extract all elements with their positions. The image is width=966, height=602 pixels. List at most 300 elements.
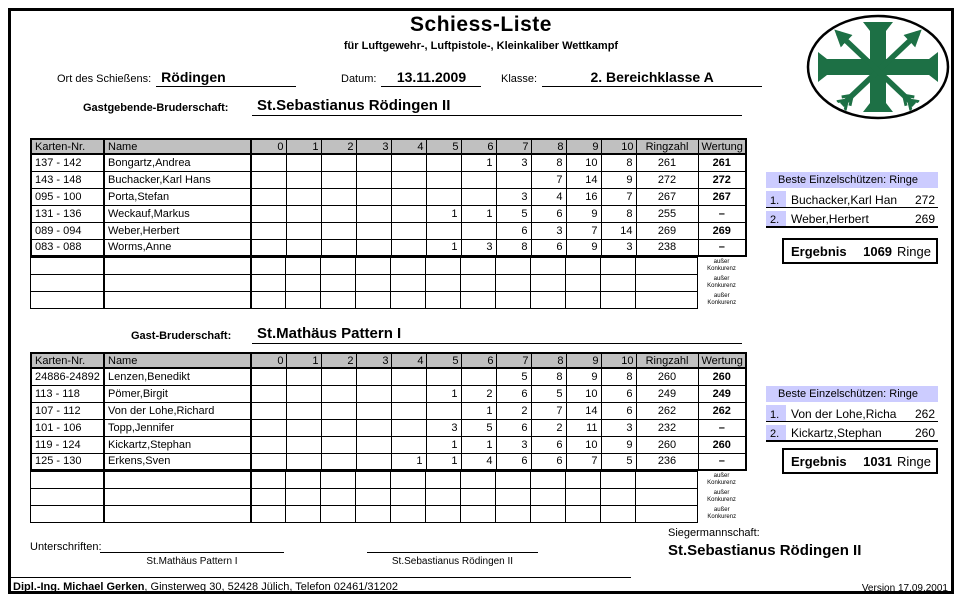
hit-cell	[356, 419, 391, 436]
hit-cell	[356, 368, 391, 385]
wertung-cell: 272	[698, 171, 746, 188]
hit-cell	[426, 222, 461, 239]
best-name: Kickartz,Stephan	[791, 426, 882, 440]
table-row	[31, 239, 746, 256]
host-score-table	[30, 138, 747, 309]
hit-cell	[251, 385, 286, 402]
wertung-cell: 249	[698, 385, 746, 402]
table-row	[31, 205, 746, 222]
hit-cell	[426, 171, 461, 188]
guest-table-header-row	[31, 353, 746, 368]
name-cell: Topp,Jennifer	[104, 419, 251, 436]
table-row	[31, 419, 746, 436]
hit-cell	[461, 188, 496, 205]
field-ort	[57, 69, 296, 87]
empty-row	[31, 506, 746, 523]
name-cell: Porta,Stefan	[104, 188, 251, 205]
host-ergebnis-box	[782, 238, 938, 264]
hit-cell	[251, 402, 286, 419]
field-datum	[341, 69, 481, 87]
ringzahl-cell: 262	[636, 402, 698, 419]
hit-cell	[356, 385, 391, 402]
hit-cell	[356, 154, 391, 171]
hit-cell	[356, 222, 391, 239]
hit-cell: 7	[531, 171, 566, 188]
hit-cell: 1	[426, 436, 461, 453]
hit-cell	[251, 171, 286, 188]
hit-cell: 5	[601, 453, 636, 470]
table-row	[31, 154, 746, 171]
ausser-konkurenz-note: außer Konkurenz	[707, 507, 737, 520]
page-title: Schiess-Liste	[410, 13, 552, 36]
empty-row	[31, 292, 746, 309]
ringzahl-cell: 272	[636, 171, 698, 188]
schiess-liste-sheet	[8, 8, 954, 594]
wertung-cell: –	[698, 205, 746, 222]
page-subtitle: für Luftgewehr-, Luftpistole-, Kleinkaliber Wettkampf	[343, 40, 619, 52]
hit-cell	[391, 188, 426, 205]
karten-cell: 143 - 148	[31, 171, 104, 188]
hit-cell: 5	[496, 368, 531, 385]
best-name: Weber,Herbert	[791, 212, 869, 226]
karten-cell: 089 - 094	[31, 222, 104, 239]
col-2: 2	[321, 139, 356, 154]
ringzahl-cell: 249	[636, 385, 698, 402]
name-cell: Worms,Anne	[104, 239, 251, 256]
footer-author-name: Dipl.-Ing. Michael Gerken	[13, 581, 145, 593]
host-value: St.Sebastianus Rödingen II	[252, 97, 742, 116]
best-header-ringe: Ringe	[889, 388, 918, 400]
wertung-cell: –	[698, 453, 746, 470]
hit-cell: 11	[566, 419, 601, 436]
hit-cell	[286, 436, 321, 453]
hit-cell	[286, 222, 321, 239]
empty-row	[31, 489, 746, 506]
best-rank: 2.	[766, 425, 786, 440]
hit-cell	[461, 368, 496, 385]
hit-cell	[391, 368, 426, 385]
hit-cell	[251, 453, 286, 470]
table-row	[31, 402, 746, 419]
host-bruderschaft-line	[11, 93, 746, 116]
empty-row	[31, 258, 746, 275]
hit-cell: 1	[461, 205, 496, 222]
hit-cell	[321, 188, 356, 205]
hit-cell	[286, 154, 321, 171]
best-ringe: 260	[914, 426, 935, 440]
hit-cell: 1	[426, 239, 461, 256]
hit-cell: 2	[461, 385, 496, 402]
col-4: 4	[391, 139, 426, 154]
hit-cell: 8	[601, 368, 636, 385]
col-10: 10	[601, 353, 636, 368]
guest-bruderschaft-line	[11, 321, 746, 344]
hit-cell: 9	[601, 171, 636, 188]
best-entry	[766, 191, 938, 208]
ergebnis-value: 1069	[863, 243, 893, 259]
hit-cell	[391, 436, 426, 453]
hit-cell: 9	[566, 205, 601, 222]
col-6: 6	[461, 353, 496, 368]
karten-cell: 131 - 136	[31, 205, 104, 222]
hit-cell: 6	[496, 222, 531, 239]
hit-cell: 6	[531, 239, 566, 256]
ort-value: Rödingen	[156, 69, 296, 87]
hit-cell: 7	[601, 188, 636, 205]
hit-cell	[251, 368, 286, 385]
hit-cell	[426, 402, 461, 419]
host-best-panel	[766, 172, 938, 228]
hit-cell: 1	[426, 205, 461, 222]
footer-divider	[11, 577, 631, 578]
hit-cell: 4	[461, 453, 496, 470]
hit-cell: 3	[496, 154, 531, 171]
name-cell: Pömer,Birgit	[104, 385, 251, 402]
karten-cell: 125 - 130	[31, 453, 104, 470]
klasse-value: 2. Bereichklasse A	[542, 69, 762, 87]
hit-cell: 9	[566, 368, 601, 385]
hit-cell	[356, 436, 391, 453]
best-header-label: Beste Einzelschützen:	[778, 388, 887, 400]
best-ringe: 272	[914, 193, 935, 207]
ringzahl-cell: 260	[636, 368, 698, 385]
col-0: 0	[251, 139, 286, 154]
siegermannschaft	[668, 527, 861, 559]
hit-cell: 1	[461, 154, 496, 171]
hit-cell	[286, 402, 321, 419]
hit-cell: 8	[531, 368, 566, 385]
ausser-konkurenz-note: außer Konkurenz	[707, 293, 737, 306]
hit-cell	[391, 419, 426, 436]
hit-cell: 16	[566, 188, 601, 205]
best-entry	[766, 425, 938, 442]
wertung-cell: 262	[698, 402, 746, 419]
col-8: 8	[531, 353, 566, 368]
hit-cell	[496, 171, 531, 188]
hit-cell	[251, 188, 286, 205]
ausser-konkurenz-note: außer Konkurenz	[707, 473, 736, 486]
hit-cell	[321, 385, 356, 402]
best-header-ringe: Ringe	[889, 174, 918, 186]
col-4: 4	[391, 353, 426, 368]
guest-score-table	[30, 352, 747, 523]
hit-cell	[356, 205, 391, 222]
hit-cell	[321, 368, 356, 385]
guest-value: St.Mathäus Pattern I	[252, 325, 742, 344]
hit-cell	[286, 453, 321, 470]
hit-cell: 6	[531, 205, 566, 222]
karten-cell: 119 - 124	[31, 436, 104, 453]
table-row	[31, 171, 746, 188]
hit-cell: 10	[566, 385, 601, 402]
col-6: 6	[461, 139, 496, 154]
hit-cell	[321, 222, 356, 239]
signature-line-guest: St.Mathäus Pattern I	[100, 552, 284, 567]
ringzahl-cell: 236	[636, 453, 698, 470]
footer-author	[13, 581, 398, 593]
name-cell: Erkens,Sven	[104, 453, 251, 470]
hit-cell	[286, 419, 321, 436]
col-2: 2	[321, 353, 356, 368]
ausser-konkurenz-note: außer Konkurenz	[707, 259, 736, 272]
hit-cell	[461, 222, 496, 239]
hit-cell	[391, 154, 426, 171]
name-cell: Bongartz,Andrea	[104, 154, 251, 171]
klasse-label: Klasse:	[501, 73, 538, 85]
name-cell: Buchacker,Karl Hans	[104, 171, 251, 188]
karten-cell: 095 - 100	[31, 188, 104, 205]
hit-cell: 8	[496, 239, 531, 256]
hit-cell: 6	[531, 436, 566, 453]
wertung-cell: 260	[698, 436, 746, 453]
hit-cell: 2	[496, 402, 531, 419]
hit-cell	[391, 239, 426, 256]
hit-cell: 14	[566, 171, 601, 188]
wertung-cell: 267	[698, 188, 746, 205]
hit-cell	[391, 205, 426, 222]
best-name: Buchacker,Karl Han	[791, 193, 898, 207]
col-wertung: Wertung	[698, 353, 746, 368]
col-karten: Karten-Nr.	[31, 139, 104, 154]
table-row	[31, 436, 746, 453]
best-header-label: Beste Einzelschützen:	[778, 174, 887, 186]
hit-cell	[426, 368, 461, 385]
hit-cell	[391, 222, 426, 239]
hit-cell: 6	[496, 385, 531, 402]
hit-cell	[251, 419, 286, 436]
hit-cell: 6	[601, 402, 636, 419]
wertung-cell: 269	[698, 222, 746, 239]
wertung-cell: –	[698, 419, 746, 436]
hit-cell	[286, 171, 321, 188]
hit-cell	[321, 154, 356, 171]
best-panel-header	[766, 386, 938, 402]
col-7: 7	[496, 139, 531, 154]
hit-cell: 3	[461, 239, 496, 256]
name-cell: Von der Lohe,Richard	[104, 402, 251, 419]
hit-cell: 1	[461, 402, 496, 419]
datum-label: Datum:	[341, 73, 377, 85]
ringzahl-cell: 238	[636, 239, 698, 256]
meta-field-row	[11, 65, 791, 87]
col-name: Name	[104, 139, 251, 154]
hit-cell: 3	[426, 419, 461, 436]
table-row	[31, 453, 746, 470]
hit-cell: 6	[496, 419, 531, 436]
col-9: 9	[566, 353, 601, 368]
hit-cell	[321, 239, 356, 256]
hit-cell	[321, 402, 356, 419]
ort-label: Ort des Schießens:	[57, 73, 152, 85]
col-0: 0	[251, 353, 286, 368]
best-name: Von der Lohe,Richa	[791, 407, 897, 421]
hit-cell	[286, 385, 321, 402]
datum-value: 13.11.2009	[381, 69, 481, 87]
ergebnis-value: 1031	[863, 453, 893, 469]
best-entry	[766, 405, 938, 422]
hit-cell	[251, 222, 286, 239]
hit-cell	[391, 385, 426, 402]
hit-cell: 9	[566, 239, 601, 256]
ausser-konkurenz-note: außer Konkurenz	[707, 276, 736, 289]
karten-cell: 107 - 112	[31, 402, 104, 419]
hit-cell	[286, 239, 321, 256]
ergebnis-unit: Ringe	[897, 453, 931, 469]
hit-cell	[321, 419, 356, 436]
hit-cell: 8	[601, 154, 636, 171]
hit-cell: 3	[496, 436, 531, 453]
name-cell: Kickartz,Stephan	[104, 436, 251, 453]
best-rank: 1.	[766, 191, 786, 207]
wertung-cell: 261	[698, 154, 746, 171]
table-row	[31, 222, 746, 239]
hit-cell: 6	[531, 453, 566, 470]
hit-cell: 5	[496, 205, 531, 222]
hit-cell	[356, 453, 391, 470]
wertung-cell: –	[698, 239, 746, 256]
col-1: 1	[286, 139, 321, 154]
hit-cell	[286, 368, 321, 385]
col-1: 1	[286, 353, 321, 368]
hit-cell: 7	[566, 222, 601, 239]
table-row	[31, 368, 746, 385]
host-table-header-row	[31, 139, 746, 154]
col-5: 5	[426, 353, 461, 368]
col-10: 10	[601, 139, 636, 154]
col-wertung: Wertung	[698, 139, 746, 154]
col-7: 7	[496, 353, 531, 368]
hit-cell	[321, 453, 356, 470]
hit-cell	[251, 205, 286, 222]
hit-cell: 10	[566, 436, 601, 453]
hit-cell: 3	[601, 239, 636, 256]
hit-cell	[356, 239, 391, 256]
col-karten: Karten-Nr.	[31, 353, 104, 368]
hit-cell: 3	[531, 222, 566, 239]
col-3: 3	[356, 139, 391, 154]
karten-cell: 113 - 118	[31, 385, 104, 402]
best-entry	[766, 211, 938, 228]
hit-cell: 3	[496, 188, 531, 205]
hit-cell: 6	[601, 385, 636, 402]
karten-cell: 137 - 142	[31, 154, 104, 171]
hit-cell: 14	[601, 222, 636, 239]
cross-and-arrows-icon	[804, 14, 952, 120]
hit-cell: 7	[531, 402, 566, 419]
hit-cell: 4	[531, 188, 566, 205]
hit-cell: 2	[531, 419, 566, 436]
best-panel-header	[766, 172, 938, 188]
empty-row	[31, 275, 746, 292]
host-label: Gastgebende-Bruderschaft:	[83, 102, 229, 114]
guest-best-panel	[766, 386, 938, 442]
ergebnis-unit: Ringe	[897, 243, 931, 259]
version-label: Version 17.09.2001	[861, 583, 948, 594]
hit-cell: 6	[496, 453, 531, 470]
ergebnis-label: Ergebnis	[791, 453, 847, 469]
hit-cell: 1	[426, 385, 461, 402]
best-rank: 1.	[766, 405, 786, 421]
name-cell: Weber,Herbert	[104, 222, 251, 239]
wertung-cell: 260	[698, 368, 746, 385]
name-cell: Lenzen,Benedikt	[104, 368, 251, 385]
hit-cell	[251, 154, 286, 171]
ringzahl-cell: 255	[636, 205, 698, 222]
ringzahl-cell: 261	[636, 154, 698, 171]
table-row	[31, 188, 746, 205]
table-row	[31, 385, 746, 402]
hit-cell	[251, 239, 286, 256]
hit-cell: 5	[461, 419, 496, 436]
best-ringe: 269	[914, 212, 935, 226]
footer-author-address: , Ginsterweg 30, 52428 Jülich, Telefon 02461/31202	[144, 581, 399, 593]
ringzahl-cell: 267	[636, 188, 698, 205]
hit-cell	[391, 402, 426, 419]
ringzahl-cell: 232	[636, 419, 698, 436]
col-9: 9	[566, 139, 601, 154]
ergebnis-label: Ergebnis	[791, 243, 847, 259]
empty-row	[31, 472, 746, 489]
siegermannschaft-label: Siegermannschaft:	[668, 527, 760, 539]
hit-cell: 3	[601, 419, 636, 436]
hit-cell	[286, 188, 321, 205]
hit-cell: 5	[531, 385, 566, 402]
karten-cell: 24886-24892	[31, 368, 104, 385]
hit-cell: 14	[566, 402, 601, 419]
hit-cell	[251, 436, 286, 453]
hit-cell: 8	[531, 154, 566, 171]
karten-cell: 083 - 088	[31, 239, 104, 256]
hit-cell	[461, 171, 496, 188]
col-8: 8	[531, 139, 566, 154]
guest-ergebnis-box	[782, 448, 938, 474]
hit-cell	[426, 188, 461, 205]
hit-cell: 7	[566, 453, 601, 470]
hit-cell	[286, 205, 321, 222]
best-ringe: 262	[914, 407, 935, 421]
col-name: Name	[104, 353, 251, 368]
hit-cell	[321, 171, 356, 188]
karten-cell: 101 - 106	[31, 419, 104, 436]
hit-cell	[356, 402, 391, 419]
hit-cell: 1	[391, 453, 426, 470]
hit-cell: 1	[426, 453, 461, 470]
hit-cell: 10	[566, 154, 601, 171]
field-klasse	[501, 69, 762, 87]
hit-cell	[356, 188, 391, 205]
hit-cell: 9	[601, 436, 636, 453]
col-3: 3	[356, 353, 391, 368]
hit-cell	[426, 154, 461, 171]
ausser-konkurenz-note: außer Konkurenz	[707, 490, 736, 503]
best-rank: 2.	[766, 211, 786, 226]
ringzahl-cell: 269	[636, 222, 698, 239]
col-5: 5	[426, 139, 461, 154]
ringzahl-cell: 260	[636, 436, 698, 453]
col-ringzahl: Ringzahl	[636, 139, 698, 154]
hit-cell	[391, 171, 426, 188]
hit-cell: 1	[461, 436, 496, 453]
name-cell: Weckauf,Markus	[104, 205, 251, 222]
unterschriften-label: Unterschriften:	[30, 541, 102, 553]
hit-cell: 8	[601, 205, 636, 222]
hit-cell	[321, 205, 356, 222]
signature-line-host: St.Sebastianus Rödingen II	[367, 552, 538, 567]
siegermannschaft-value: St.Sebastianus Rödingen II	[668, 542, 862, 559]
hit-cell	[356, 171, 391, 188]
col-ringzahl: Ringzahl	[636, 353, 698, 368]
hit-cell	[321, 436, 356, 453]
